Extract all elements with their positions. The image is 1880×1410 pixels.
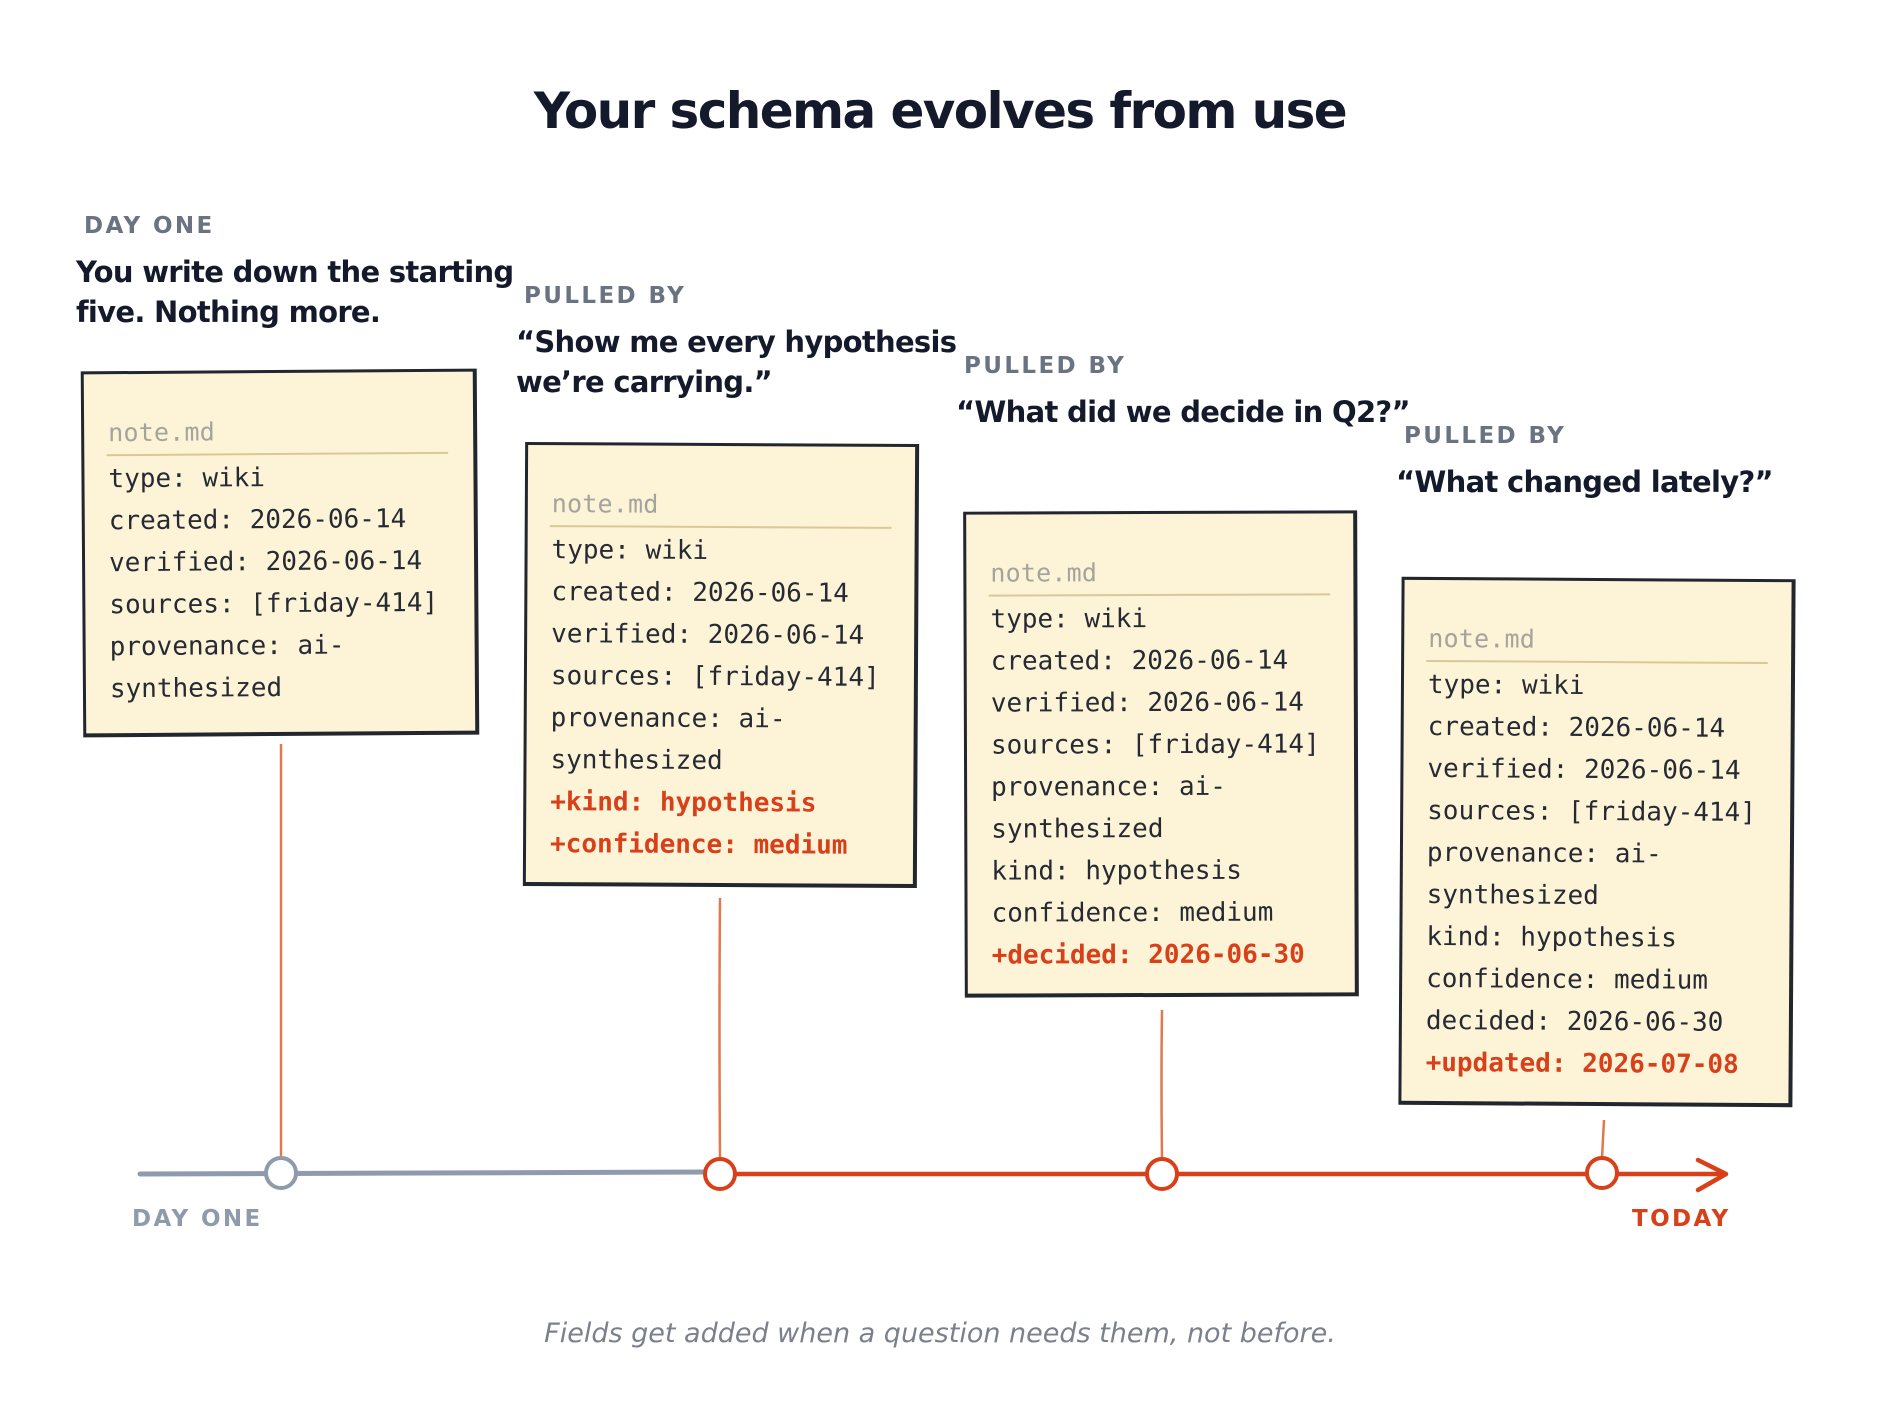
field-key: created: <box>1427 711 1569 743</box>
stage-4-heading-line: “What changed lately?” <box>1396 465 1773 499</box>
page-title: Your schema evolves from use <box>533 82 1347 140</box>
caption: Fields get added when a question needs them, not before. <box>544 1318 1336 1349</box>
field-key: provenance: <box>1426 837 1615 870</box>
field-value: [friday-414] <box>1567 796 1757 828</box>
field-value: [friday-414] <box>1131 729 1320 761</box>
stage-3-tag: PULLED BY <box>964 353 1127 379</box>
timeline-node-updated <box>1587 1158 1617 1188</box>
field-value: medium <box>753 830 848 861</box>
field-key: provenance: <box>550 703 739 735</box>
field-value: [friday-414] <box>691 661 880 693</box>
field-key: sources: <box>990 730 1132 761</box>
field-value: ai- <box>738 704 786 735</box>
field-key: type: <box>551 535 646 566</box>
field-key: kind: <box>1426 921 1521 953</box>
stage-1-heading-line: five. Nothing more. <box>76 295 381 329</box>
timeline-end-label: TODAY <box>1632 1206 1731 1232</box>
field-value: hypothesis <box>659 787 817 819</box>
field-key: created: <box>108 505 250 537</box>
stage-2-connector <box>720 898 721 1158</box>
field-value: medium <box>1613 965 1709 996</box>
field-value: medium <box>1179 897 1274 928</box>
field-key: type: <box>1427 669 1522 701</box>
field-key: confidence: <box>1426 963 1615 996</box>
field-value: ai- <box>1614 839 1662 870</box>
field-key: verified: <box>108 547 266 579</box>
field-value: 2026-07-08 <box>1582 1048 1739 1080</box>
field-value: wiki <box>1521 670 1585 701</box>
field-value: 2026-06-14 <box>249 504 407 536</box>
field-value: 2026-06-30 <box>1566 1006 1724 1038</box>
field-key: provenance: <box>109 630 298 663</box>
note-filename: note.md <box>990 558 1098 588</box>
timeline-start-label: DAY ONE <box>132 1206 263 1232</box>
field-key: sources: <box>550 661 692 692</box>
field-value: 2026-06-30 <box>1148 939 1305 971</box>
field-key: +updated: <box>1425 1047 1583 1079</box>
field-value: ai- <box>297 630 345 661</box>
field-key: +kind: <box>550 787 660 818</box>
timeline-node-decided <box>1147 1159 1177 1189</box>
stage-2-heading-line: we’re carrying.” <box>516 365 773 399</box>
field-value: synthesized <box>1426 879 1599 912</box>
field-value: wiki <box>1084 604 1148 635</box>
field-value: wiki <box>645 535 709 566</box>
stage-4-tag: PULLED BY <box>1404 423 1567 449</box>
field-key: confidence: <box>991 897 1180 929</box>
timeline-node-day-one <box>266 1158 296 1188</box>
field-value: 2026-06-14 <box>1147 687 1304 719</box>
note-filename: note.md <box>1428 623 1536 654</box>
stage-3-connector <box>1162 1010 1163 1158</box>
field-value: 2026-06-14 <box>1568 712 1726 744</box>
field-key: created: <box>990 646 1132 677</box>
field-value: hypothesis <box>1520 922 1677 954</box>
field-value: 2026-06-14 <box>265 546 423 578</box>
timeline-active-segment <box>720 1174 1722 1175</box>
field-key: type: <box>108 463 203 495</box>
timeline-node-hypothesis <box>705 1159 735 1189</box>
stage-3-heading-line: “What did we decide in Q2?” <box>956 395 1410 429</box>
note-filename: note.md <box>551 489 659 519</box>
stage-2-heading-line: “Show me every hypothesis <box>516 325 957 359</box>
field-key: created: <box>551 577 693 608</box>
field-key: sources: <box>1427 795 1569 827</box>
field-value: wiki <box>202 463 266 494</box>
field-value: synthesized <box>991 813 1164 845</box>
field-key: +decided: <box>991 940 1149 971</box>
field-key: type: <box>990 604 1085 635</box>
field-value: [friday-414] <box>250 587 439 620</box>
field-value: 2026-06-14 <box>1583 754 1741 786</box>
field-value: synthesized <box>109 672 283 705</box>
stage-2-tag: PULLED BY <box>524 283 687 309</box>
field-value: hypothesis <box>1085 855 1242 887</box>
field-key: +confidence: <box>549 829 754 861</box>
field-value: 2026-06-14 <box>1131 645 1289 677</box>
field-value: ai- <box>1178 771 1226 802</box>
field-key: decided: <box>1425 1005 1567 1037</box>
field-key: provenance: <box>991 771 1180 803</box>
stage-4-connector <box>1602 1120 1604 1158</box>
field-value: synthesized <box>550 745 723 777</box>
field-key: sources: <box>109 589 251 621</box>
field-key: kind: <box>991 856 1086 887</box>
field-value: 2026-06-14 <box>707 619 865 651</box>
field-key: verified: <box>990 688 1148 719</box>
stage-1-tag: DAY ONE <box>84 213 215 239</box>
note-filename: note.md <box>108 417 216 448</box>
field-key: verified: <box>1427 753 1585 785</box>
field-value: 2026-06-14 <box>692 577 849 609</box>
timeline-past-segment <box>140 1172 710 1174</box>
field-key: verified: <box>551 619 708 650</box>
stage-1-heading-line: You write down the starting <box>76 255 514 289</box>
